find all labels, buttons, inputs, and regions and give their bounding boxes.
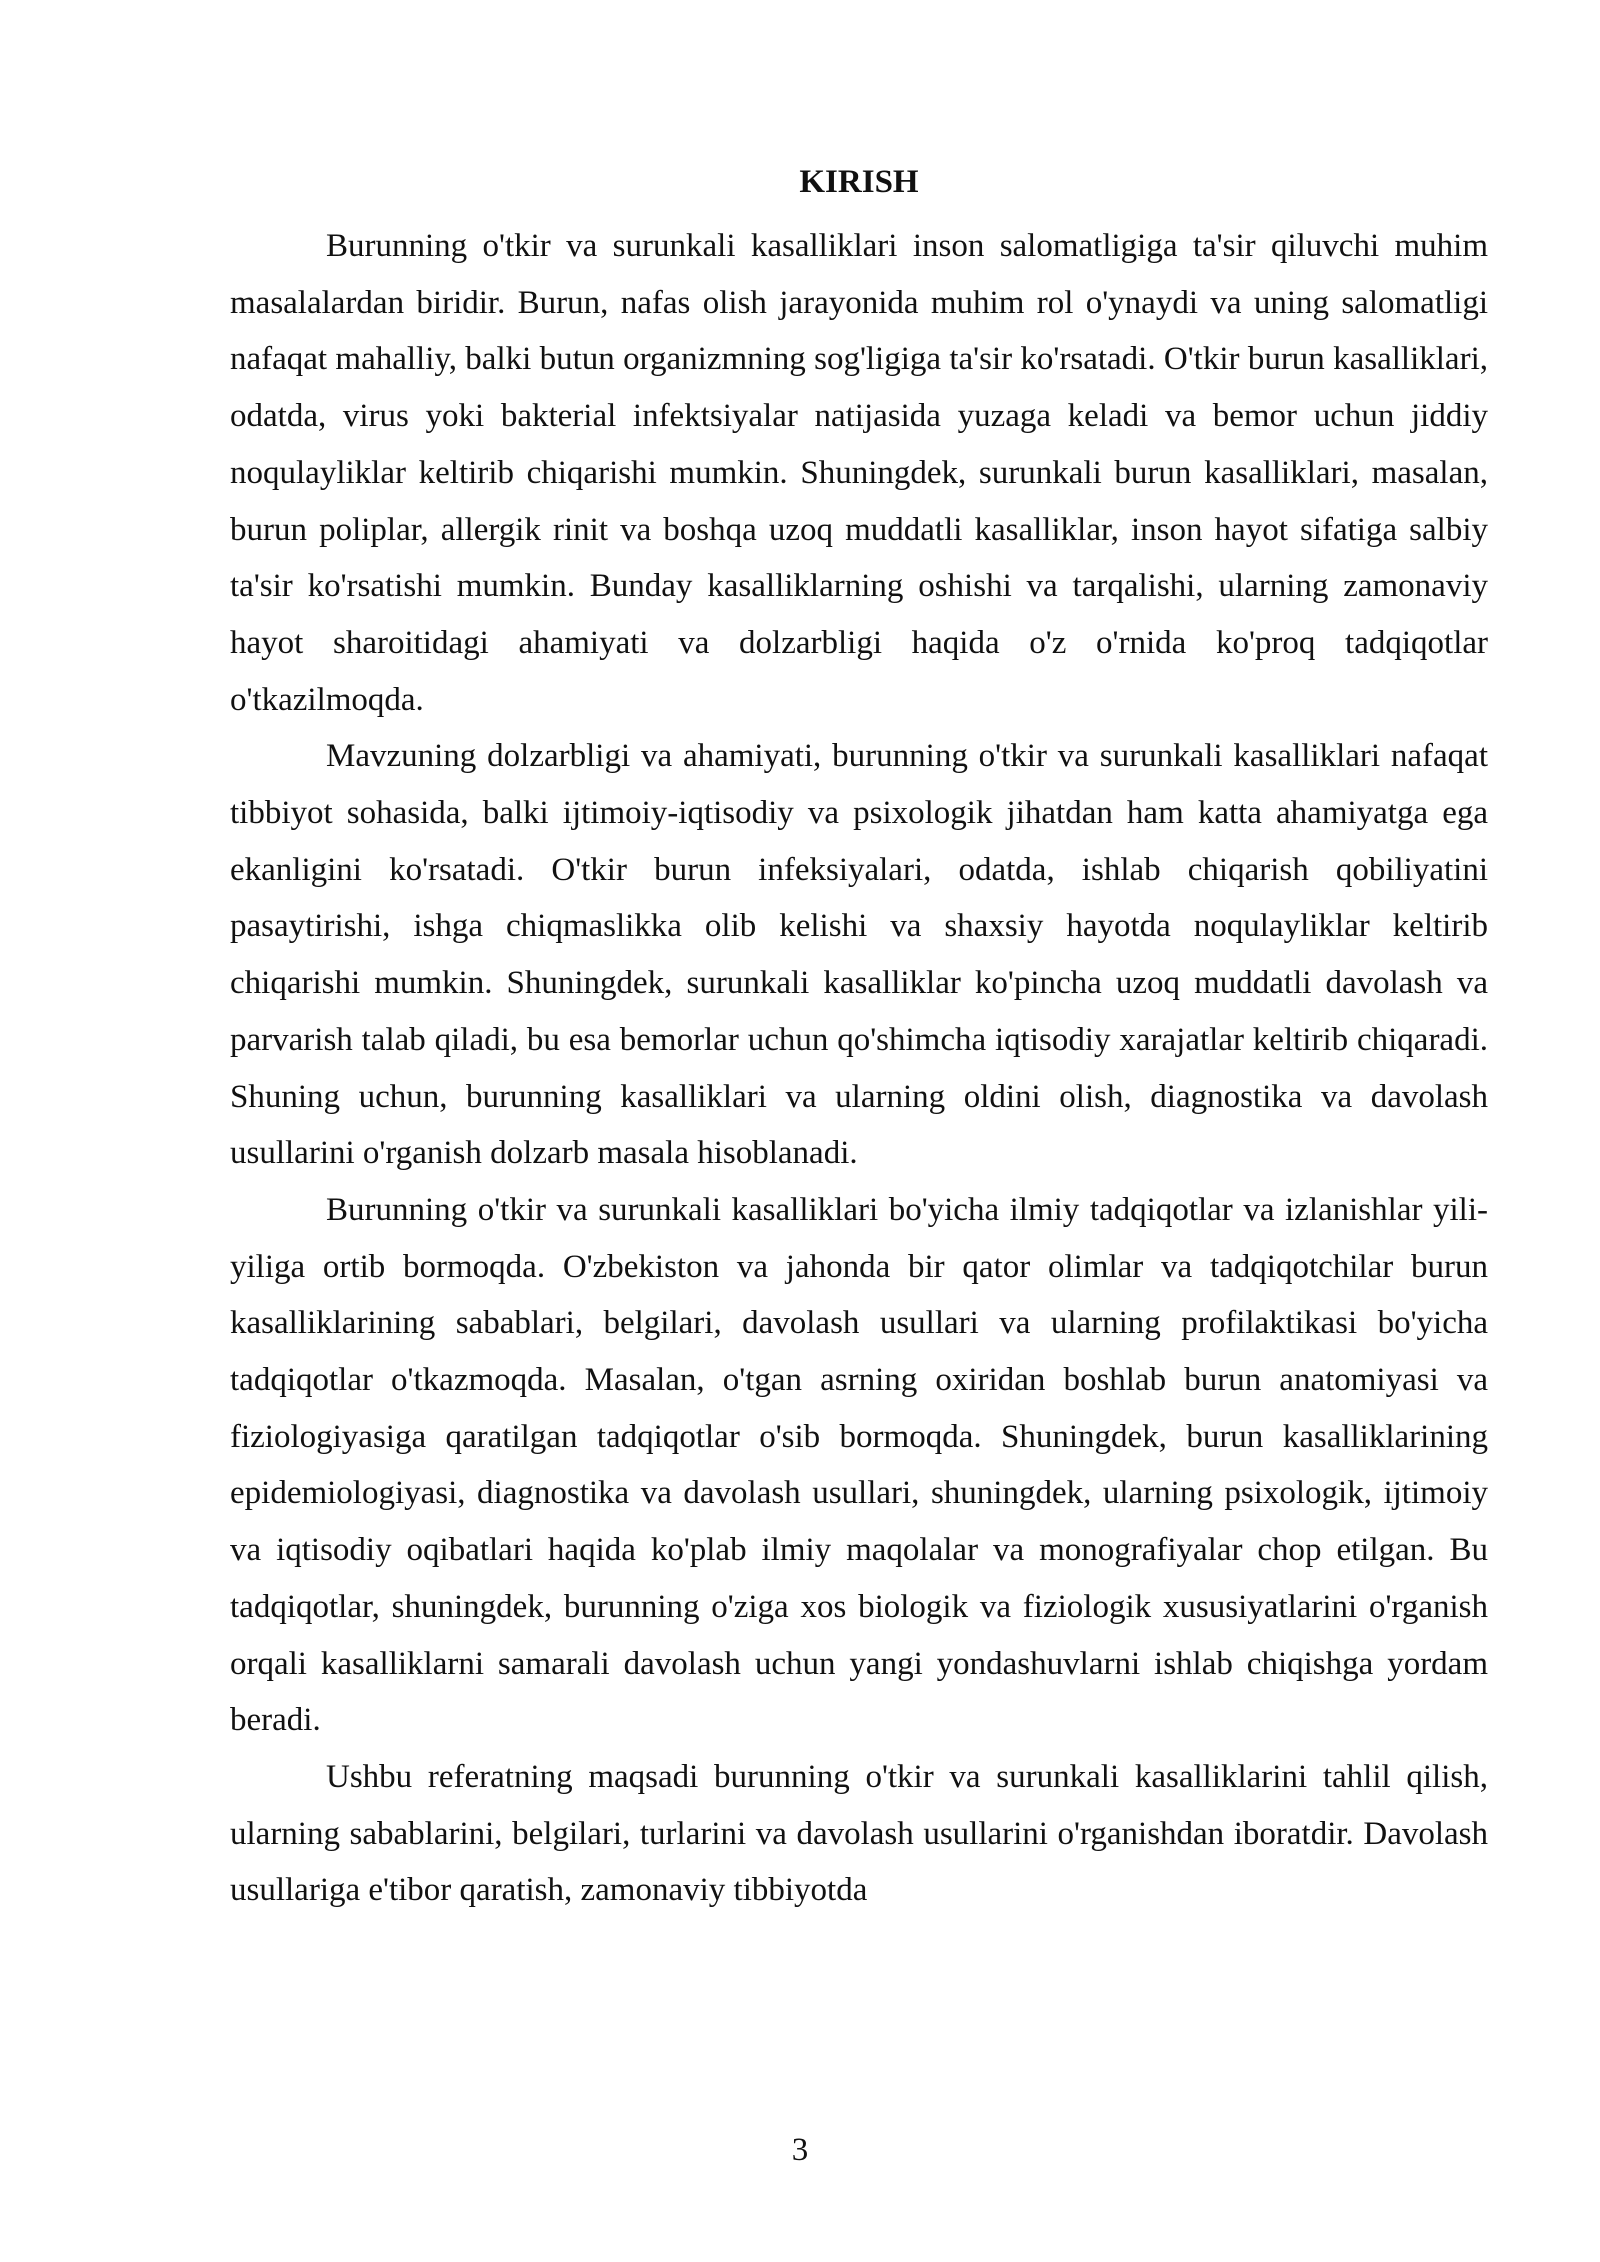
- paragraph-intro: Burunning o'tkir va surunkali kasalliklari inson salomatligiga ta'sir qiluvchi muhim masalalardan biridir. Burun, nafas olish jarayonida muhim rol o'ynaydi va uning salomatligi nafaqat mahalliy, balki butun organizmning sog'ligiga ta'sir ko'rsatadi. O'tkir burun kasalliklari, odatda, virus yoki bakterial infektsiyalar natijasida yuzaga keladi va bemor uchun jiddiy noqulayliklar keltirib chiqarishi mumkin. Shuningdek, surunkali burun kasalliklari, masalan, burun poliplar, allergik rinit va boshqa uzoq muddatli kasalliklar, inson hayot sifatiga salbiy ta'sir ko'rsatishi mumkin. Bunday kasalliklarning oshishi va tarqalishi, ularning zamonaviy hayot sharoitidagi ahamiyati va dolzarbligi haqida o'z o'rnida ko'proq tadqiqotlar o'tkazilmoqda.: [230, 228, 1488, 718]
- paragraph-relevance: Mavzuning dolzarbligi va ahamiyati, burunning o'tkir va surunkali kasalliklari nafaqat tibbiyot sohasida, balki ijtimoiy-iqtisodiy va psixologik jihatdan ham katta ahamiyatga ega ekanligini ko'rsatadi. O'tkir burun infeksiyalari, odatda, ishlab chiqarish qobiliyatini pasaytirishi, ishga chiqmaslikka olib kelishi va shaxsiy hayotda noqulayliklar keltirib chiqarishi mumkin. Shuningdek, surunkali kasalliklar ko'pincha uzoq muddatli davolash va parvarish talab qiladi, bu esa bemorlar uchun qo'shimcha iqtisodiy xarajatlar keltirib chiqaradi. Shuning uchun, burunning kasalliklari va ularning oldini olish, diagnostika va davolash usullarini o'rganish dolzarb masala hisoblanadi.: [230, 738, 1488, 1172]
- document-page: [230, 160, 1488, 1919]
- paragraph-purpose: Ushbu referatning maqsadi burunning o'tkir va surunkali kasalliklarini tahlil qilish, ularning sabablarini, belgilari, turlarini va davolash usullarini o'rganishdan iboratdir. Davolash usullariga e'tibor qaratish, zamonaviy tibbiyotda: [230, 1758, 1488, 1909]
- page-title: KIRISH: [799, 164, 919, 200]
- page-number: 3: [791, 2132, 809, 2168]
- paragraph-research: Burunning o'tkir va surunkali kasalliklari bo'yicha ilmiy tadqiqotlar va izlanishlar yili-yiliga ortib bormoqda. O'zbekiston va jahonda bir qator olimlar va tadqiqotchilar burun kasalliklarining sabablari, belgilari, davolash usullari va ularning profilaktikasi bo'yicha tadqiqotlar o'tkazmoqda. Masalan, o'tgan asrning oxiridan boshlab burun anatomiyasi va fiziologiyasiga qaratilgan tadqiqotlar o'sib bormoqda. Shuningdek, burun kasalliklarining epidemiologiyasi, diagnostika va davolash usullari, shuningdek, ularning psixologik, ijtimoiy va iqtisodiy oqibatlari haqida ko'plab ilmiy maqolalar va monografiyalar chop etilgan. Bu tadqiqotlar, shuningdek, burunning o'ziga xos biologik va fiziologik xususiyatlarini o'rganish orqali kasalliklarni samarali davolash uchun yangi yondashuvlarni ishlab chiqishga yordam beradi.: [230, 1191, 1488, 1739]
